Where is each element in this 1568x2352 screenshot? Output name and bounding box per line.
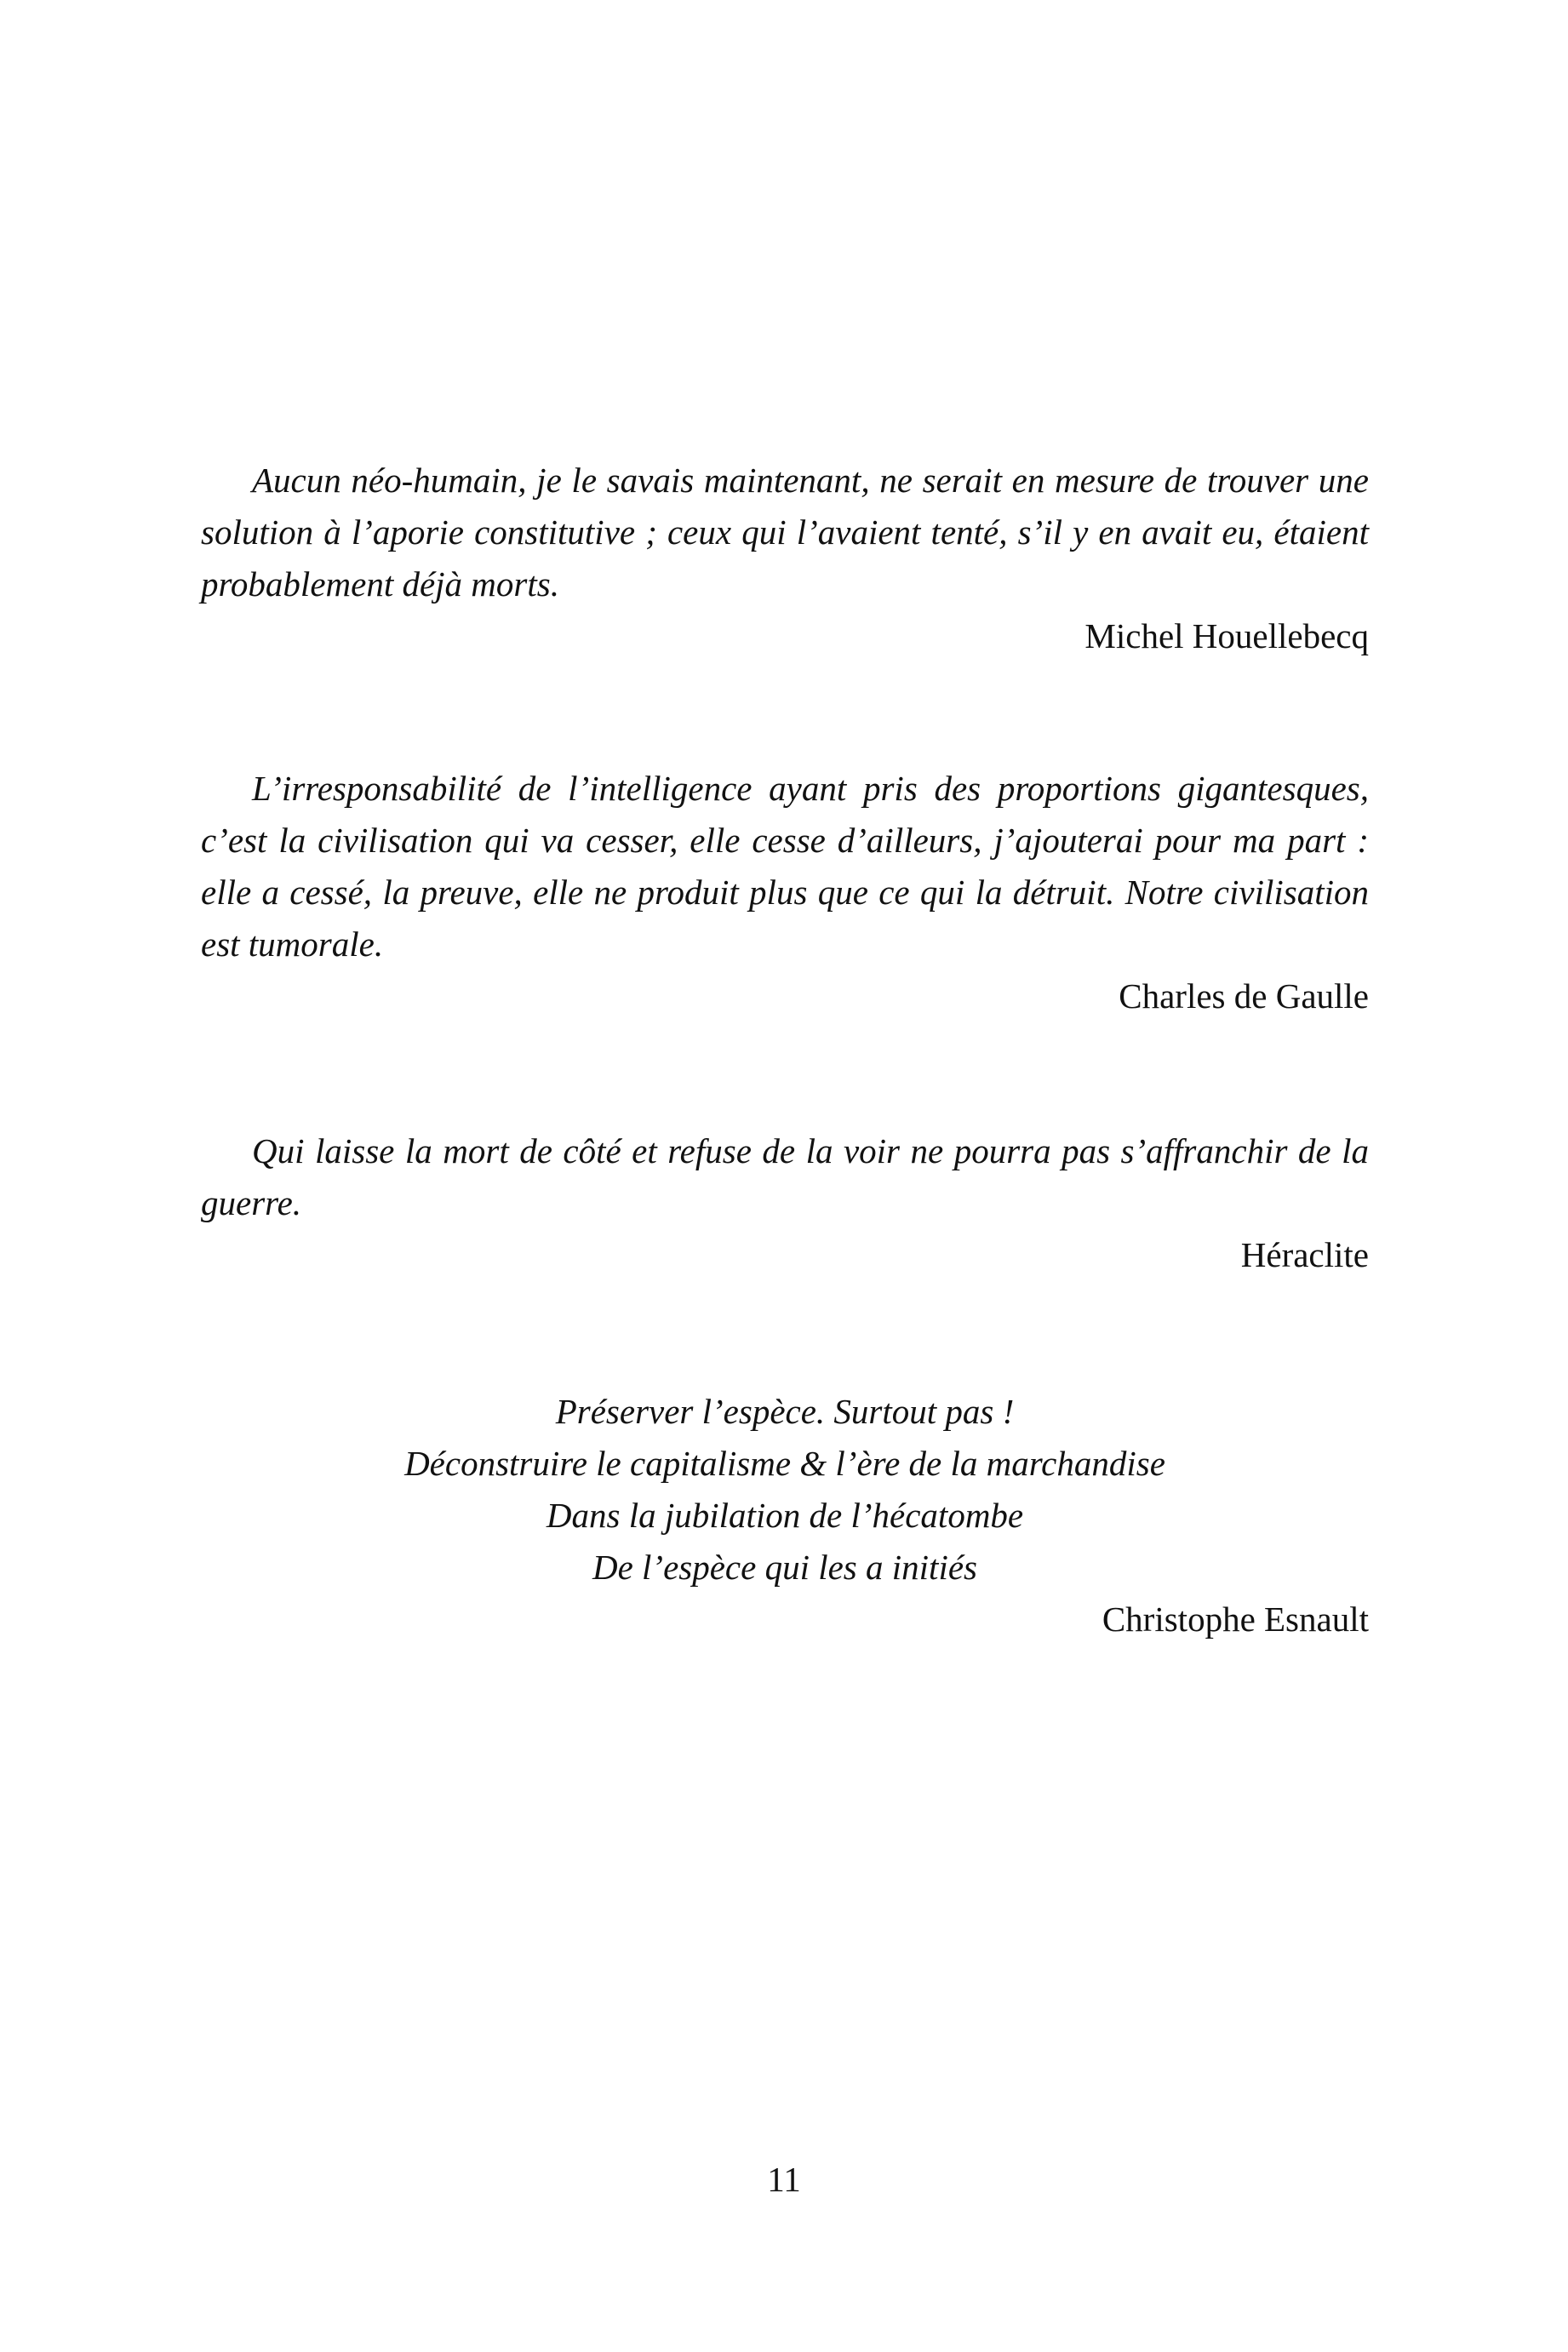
epigraph-esnault-poem [201, 1386, 1369, 1645]
poem-line: Préserver l’espèce. Surtout pas ! [555, 1392, 1015, 1431]
epigraph-text: Qui laisse la mort de côté et refuse de la voir ne pourra pas s’affranchir de la guerre. [201, 1131, 1369, 1222]
epigraph-author: Charles de Gaulle [1119, 976, 1369, 1016]
poem-line: Dans la jubilation de l’hécatombe [546, 1496, 1024, 1535]
poem-author: Christophe Esnault [1102, 1599, 1369, 1639]
epigraph-author: Héraclite [1240, 1235, 1369, 1274]
poem-line: De l’espèce qui les a initiés [592, 1548, 977, 1587]
epigraph-text: L’irresponsabilité de l’intelligence ayant pris des proportions gigantesques, c’est la civilisation qui va cesser, elle cesse d’ailleurs, j’ajouterai pour ma part : elle a cessé, la preuve, elle ne produit plus que ce qui la détruit. Notre civilisation est tumorale. [201, 769, 1369, 964]
epigraph-de-gaulle [201, 763, 1369, 1022]
epigraph-author: Michel Houellebecq [1084, 616, 1369, 655]
epigraph-houellebecq [201, 455, 1369, 662]
epigraph-text: Aucun néo-humain, je le savais maintenant, ne serait en mesure de trouver une solution à l’aporie constitutive ; ceux qui l’avaient tenté, s’il y en avait eu, étaient probablement déjà morts. [201, 461, 1369, 604]
epigraph-heraclite [201, 1125, 1369, 1281]
poem-line: Déconstruire le capitalisme & l’ère de la marchandise [404, 1444, 1165, 1483]
page-number: 11 [767, 2160, 801, 2199]
